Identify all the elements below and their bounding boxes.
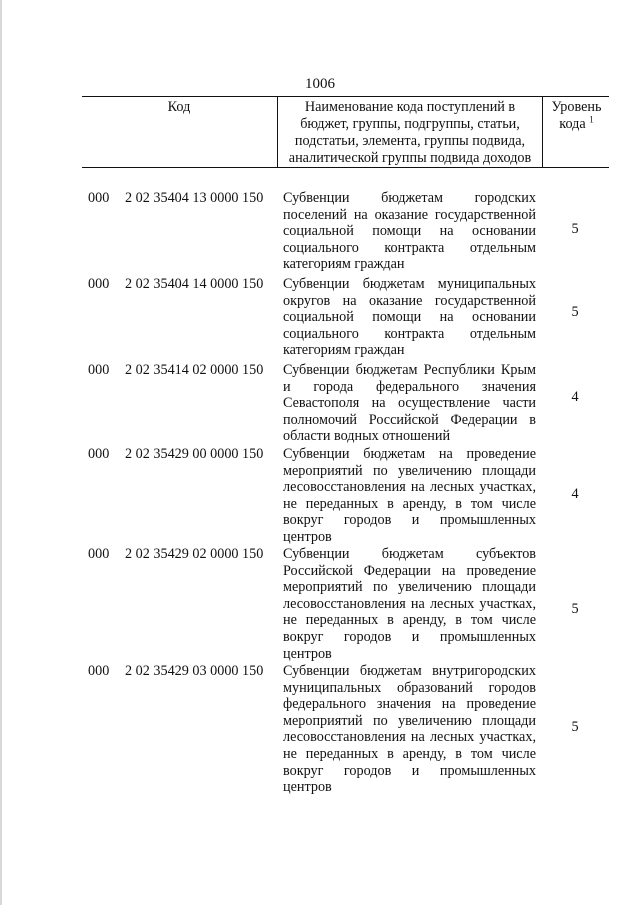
budget-code: 2 02 35429 02 0000 150 [125,546,264,562]
admin-code: 000 [88,446,110,462]
revenue-name: Субвенции бюджетам Республики Крым и города федерального значения Севастополя на осуществление части полномочий Российской Федерации в области водных отношений [283,362,536,445]
header-level-footnote: 1 [589,114,594,125]
admin-code: 000 [88,663,110,679]
budget-code: 2 02 35404 14 0000 150 [125,276,264,292]
header-divider-2 [542,97,543,167]
admin-code: 000 [88,362,110,378]
header-name-label: Наименование кода поступлений в бюджет, группы, подгруппы, статьи, подстатьи, элемента, группы подвида, аналитической группы подвида доходов [288,99,532,166]
revenue-name: Субвенции бюджетам муниципальных округов на оказание государственной социальной помощи на основании социального контракта отдельным категориям граждан [283,276,536,359]
table-body [0,190,640,813]
budget-code: 2 02 35414 02 0000 150 [125,362,264,378]
table-row [0,663,640,813]
code-level: 5 [571,221,579,237]
revenue-name: Субвенции бюджетам на проведение мероприятий по увеличению площади лесовосстановления на лесных участках, не переданных в аренду, в том числе вокруг городов и промышленных центров [283,446,536,545]
budget-code: 2 02 35429 03 0000 150 [125,663,264,679]
table-row [0,190,640,276]
table-row [0,362,640,446]
admin-code: 000 [88,546,110,562]
table-header [82,96,609,168]
revenue-name: Субвенции бюджетам городских поселений на оказание государственной социальной помощи на основании социального контракта отдельным категориям граждан [283,190,536,273]
budget-code: 2 02 35404 13 0000 150 [125,190,264,206]
table-row [0,546,640,663]
code-level: 5 [571,719,579,735]
table-row [0,276,640,362]
budget-code: 2 02 35429 00 0000 150 [125,446,264,462]
admin-code: 000 [88,276,110,292]
revenue-name: Субвенции бюджетам внутригородских муниципальных образований городов федерального значения на проведение мероприятий по увеличению площади лесовосстановления на лесных участках, не переданных в аренду, в том числе вокруг городов и промышленных центров [283,663,536,796]
header-level-line1: Уровень [551,99,602,115]
header-code-label: Код [167,99,191,115]
code-level: 5 [571,601,579,617]
header-divider-1 [277,97,278,167]
page-number: 1006 [305,76,335,92]
table-row [0,446,640,546]
code-level: 4 [571,486,579,502]
revenue-name: Субвенции бюджетам субъектов Российской Федерации на проведение мероприятий по увеличению площади лесовосстановления на лесных участках, не переданных в аренду, в том числе вокруг городов и промышленных центров [283,546,536,662]
code-level: 4 [571,389,579,405]
code-level: 5 [571,304,579,320]
header-level-line2: кода [559,116,586,132]
admin-code: 000 [88,190,110,206]
header-level-label [544,99,609,133]
